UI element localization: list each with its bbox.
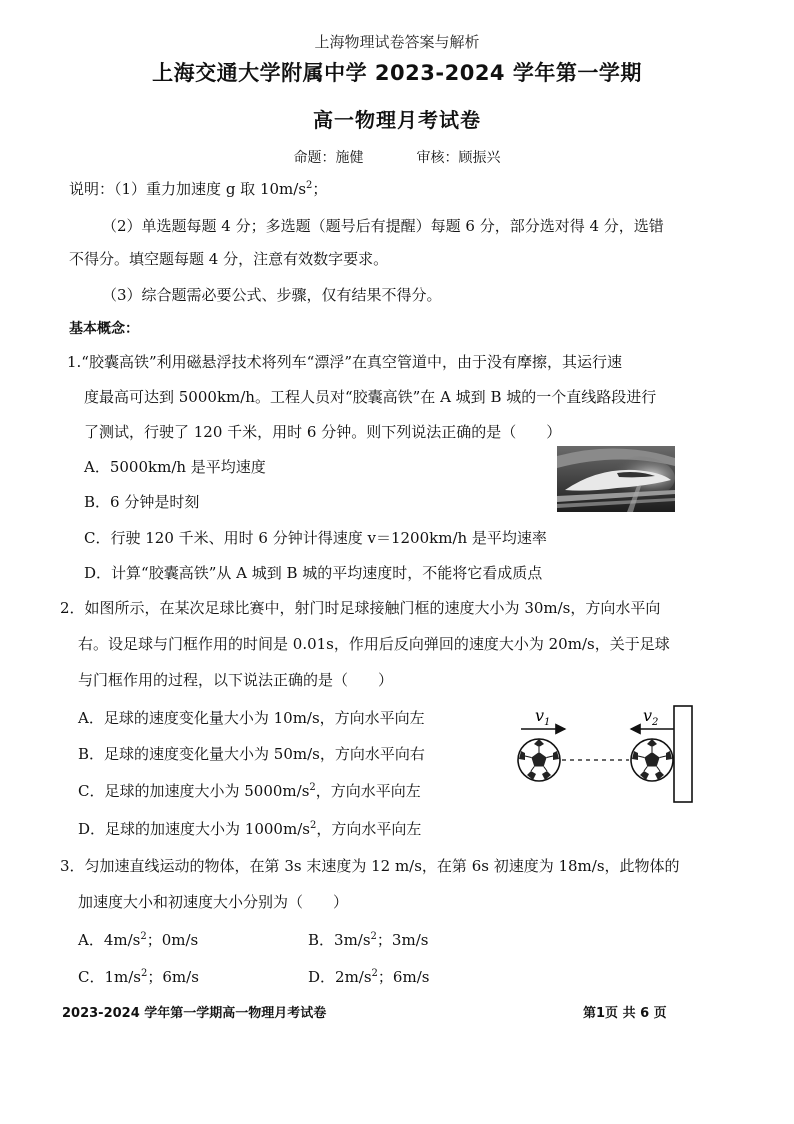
note-2-line2: 不得分。填空题每题 4 分，注意有效数字要求。 xyxy=(69,250,389,268)
q1-option-c: C．行驶 120 千米、用时 6 分钟计得速度 v＝1200km/h 是平均速率 xyxy=(84,529,547,547)
q1-stem-line3: 了测试，行驶了 120 千米，用时 6 分钟。则下列说法正确的是（ ） xyxy=(84,423,562,441)
page-header: 上海物理试卷答案与解析 xyxy=(314,33,480,51)
q1-option-a: A．5000km/h 是平均速度 xyxy=(84,458,266,476)
football-before xyxy=(518,739,560,781)
football-diagram xyxy=(505,700,695,810)
q1-stem-line2: 度最高可达到 5000km/h。工程人员对“胶囊高铁”在 A 城到 B 城的一个直线路段进行 xyxy=(84,388,657,406)
q3-option-d: D．$2m/s^2$；6m/s xyxy=(308,968,430,986)
credits xyxy=(0,147,794,167)
note-3: （3）综合题需必要公式、步骤，仅有结果不得分。 xyxy=(102,286,442,304)
capsule-train-photo xyxy=(557,446,675,512)
q1-stem-line1: 1.“胶囊高铁”利用磁悬浮技术将列车“漂浮”在真空管道中，由于没有摩擦，其运行速 xyxy=(67,353,622,371)
q2-stem-line1: 2．如图所示，在某次足球比赛中，射门时足球接触门框的速度大小为 30m/s，方向水平向 xyxy=(60,599,661,617)
q1-option-b: B．6 分钟是时刻 xyxy=(84,493,200,511)
section-heading: 基本概念： xyxy=(69,321,139,337)
q2-stem-line2: 右。设足球与门框作用的时间是 0.01s，作用后反向弹回的速度大小为 20m/s，关于足球 xyxy=(78,635,670,653)
q2-option-d: D．足球的加速度大小为 $1000m/s^2$，方向水平向左 xyxy=(78,820,422,838)
v2-label: $v_2$ xyxy=(643,706,659,728)
q2-option-a: A．足球的速度变化量大小为 10m/s，方向水平向左 xyxy=(78,709,425,727)
q3-option-b: B．$3m/s^2$；3m/s xyxy=(308,931,429,949)
q2-stem-line3: 与门框作用的过程，以下说法正确的是（ ） xyxy=(78,671,394,689)
q3-option-a: A．$4m/s^2$；0m/s xyxy=(78,931,199,949)
q2-option-b: B．足球的速度变化量大小为 50m/s，方向水平向右 xyxy=(78,745,425,763)
q3-stem-line1: 3．匀加速直线运动的物体，在第 3s 末速度为 12 m/s，在第 6s 初速度为 18m/s，此物体的 xyxy=(60,857,680,875)
football-after xyxy=(631,739,673,781)
q3-option-c: C．$1m/s^2$；6m/s xyxy=(78,968,199,986)
note-2-line1: （2）单选题每题 4 分；多选题（题号后有提醒）每题 6 分，部分选对得 4 分，选错 xyxy=(102,217,664,235)
exam-school-title: 上海交通大学附属中学 2023-2024 学年第一学期 xyxy=(152,61,642,85)
q2-option-c: C．足球的加速度大小为 $5000m/s^2$，方向水平向左 xyxy=(78,782,421,800)
q1-option-d: D．计算“胶囊高铁”从 A 城到 B 城的平均速度时，不能将它看成质点 xyxy=(84,564,543,582)
q3-stem-line2: 加速度大小和初速度大小分别为（ ） xyxy=(78,893,349,911)
footer-page-number: 第1页 共 6 页 xyxy=(583,1006,667,1021)
goal-frame xyxy=(674,706,692,802)
footer-exam-name: 2023-2024 学年第一学期高一物理月考试卷 xyxy=(62,1006,327,1021)
author-credit: 命题：施健 xyxy=(293,150,364,166)
exam-title: 高一物理月考试卷 xyxy=(313,108,481,132)
note-1: 说明：（1）重力加速度 g 取 $10m/s^2$； xyxy=(69,180,328,198)
v1-label: $v_1$ xyxy=(535,706,551,728)
reviewer-credit: 审核：顾振兴 xyxy=(416,150,501,166)
